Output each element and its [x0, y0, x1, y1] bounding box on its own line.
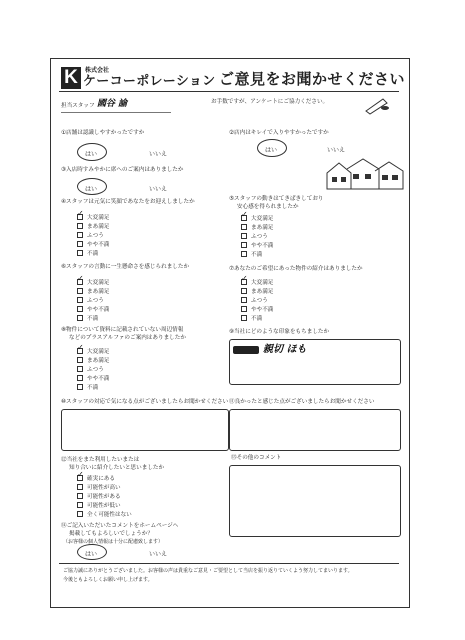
- q6-checkbox[interactable]: [77, 306, 83, 312]
- staff-underline: [61, 112, 171, 113]
- q12-option[interactable]: 可能性がある: [77, 493, 121, 501]
- q10-answer-box[interactable]: [61, 409, 229, 451]
- q6-option[interactable]: 不満: [77, 315, 98, 323]
- q7-option[interactable]: ふつう: [241, 297, 268, 305]
- q5-option[interactable]: まあ満足: [241, 224, 273, 232]
- q5-checkbox[interactable]: [241, 233, 247, 239]
- q4-option[interactable]: まあ満足: [77, 223, 109, 231]
- q5-text-line1: ⑤スタッフの動きはてきぱきしており: [229, 196, 324, 202]
- q3-selected-circle: [77, 178, 107, 195]
- page-title: ご意見をお聞かせください: [219, 70, 406, 88]
- q5-checkbox[interactable]: [241, 251, 247, 257]
- q4-option[interactable]: ✓大変満足: [77, 214, 109, 222]
- houses-illustration-icon: [325, 155, 405, 191]
- q5-option[interactable]: ✓大変満足: [241, 215, 273, 223]
- q13-text: ⑬その他のコメント: [231, 455, 282, 461]
- q8-option[interactable]: ふつう: [77, 366, 104, 374]
- survey-sheet: [50, 58, 410, 608]
- q4-option[interactable]: 不満: [77, 250, 98, 258]
- q12-checkbox[interactable]: [77, 475, 83, 481]
- q6-option[interactable]: ✓大変満足: [77, 279, 109, 287]
- q6-checkbox[interactable]: [77, 297, 83, 303]
- q5-option[interactable]: ふつう: [241, 233, 268, 241]
- staff-label: 担当スタッフ: [61, 103, 95, 109]
- q13-answer-box[interactable]: [229, 465, 401, 537]
- q2-no[interactable]: いいえ: [327, 147, 346, 154]
- q6-option[interactable]: やや不満: [77, 306, 109, 314]
- q7-checkbox[interactable]: [241, 279, 247, 285]
- q12-option[interactable]: 全く可能性はない: [77, 511, 132, 519]
- q6-option[interactable]: ふつう: [77, 297, 104, 305]
- q4-checkbox[interactable]: [77, 241, 83, 247]
- company-prefix: 株式会社: [85, 67, 110, 74]
- q12-text-line1: ⑫当社をまた利用したいまたは: [61, 457, 140, 463]
- q14-note: （お客様の個人情報は十分に配慮致します）: [63, 539, 164, 545]
- q8-checkbox[interactable]: [77, 384, 83, 390]
- q3-yes[interactable]: はい: [85, 186, 98, 193]
- footer-divider: [59, 563, 399, 564]
- q14-no[interactable]: いいえ: [149, 551, 168, 558]
- q1-selected-circle: [77, 143, 107, 161]
- footer-closing: 今後ともよろしくお願い申し上げます。: [63, 577, 153, 583]
- scribble-mark: [233, 346, 259, 354]
- company-name: ケーコーポレーション: [83, 74, 216, 89]
- q7-option[interactable]: やや不満: [241, 306, 273, 314]
- q7-checkbox[interactable]: [241, 306, 247, 312]
- q8-option[interactable]: 不満: [77, 384, 98, 392]
- q14-text-line1: ⑭ご記入いただいたコメントをホームページへ: [61, 523, 179, 529]
- q1-yes[interactable]: はい: [85, 151, 98, 158]
- q12-checkbox[interactable]: [77, 493, 83, 499]
- q2-selected-circle: [257, 139, 287, 157]
- q8-checkbox[interactable]: [77, 366, 83, 372]
- q4-checkbox[interactable]: [77, 232, 83, 238]
- q7-checkbox[interactable]: [241, 288, 247, 294]
- q4-checkbox[interactable]: [77, 214, 83, 220]
- q10-text: ⑩スタッフの対応で気になる点がございましたらお聞かせください: [61, 399, 229, 405]
- q14-yes[interactable]: はい: [85, 551, 98, 558]
- q5-option[interactable]: 不満: [241, 251, 262, 259]
- q3-no[interactable]: いいえ: [149, 186, 168, 193]
- q2-yes[interactable]: はい: [265, 147, 278, 154]
- q7-text: ⑦あなたのご希望にあった物件の紹介はありましたか: [229, 266, 363, 272]
- q4-text: ④スタッフは元気に笑顔であなたをお迎えしましたか: [61, 199, 195, 205]
- q12-option[interactable]: ✓確実にある: [77, 475, 115, 483]
- q8-text-line1: ⑧物件について資料に記載されていない周辺情報: [61, 327, 184, 333]
- q12-checkbox[interactable]: [77, 511, 83, 517]
- q12-option[interactable]: 可能性が低い: [77, 502, 121, 510]
- header-divider: [59, 91, 399, 92]
- q5-text-line2: 安心感を得られましたか: [237, 204, 299, 210]
- q8-option[interactable]: やや不満: [77, 375, 109, 383]
- q5-checkbox[interactable]: [241, 215, 247, 221]
- q7-checkbox[interactable]: [241, 315, 247, 321]
- q6-checkbox[interactable]: [77, 279, 83, 285]
- q8-text-line2: などのプラスアルファのご案内はありましたか: [69, 335, 186, 341]
- company-logo: K: [61, 67, 81, 89]
- q9-answer: 親切 ほも: [263, 344, 307, 355]
- q8-option[interactable]: ✓大変満足: [77, 348, 109, 356]
- q12-checkbox[interactable]: [77, 502, 83, 508]
- q5-checkbox[interactable]: [241, 242, 247, 248]
- q7-option[interactable]: ✓大変満足: [241, 279, 273, 287]
- q4-checkbox[interactable]: [77, 250, 83, 256]
- q7-option[interactable]: 不満: [241, 315, 262, 323]
- q3-text: ③入店時すみやかに席へのご案内はありましたか: [61, 167, 184, 173]
- q8-option[interactable]: まあ満足: [77, 357, 109, 365]
- footer-thanks: ご協力誠にありがとうございました。お客様の声は貴重なご意見・ご要望として当店を振り返りていくよう努力してまいります。: [63, 568, 353, 574]
- q6-checkbox[interactable]: [77, 315, 83, 321]
- q6-option[interactable]: まあ満足: [77, 288, 109, 296]
- q14-selected-circle: [77, 544, 107, 560]
- q1-text: ①店舗は認識しやすかったですか: [61, 130, 145, 136]
- q6-text: ⑥スタッフの言動に一生懸命さを感じられましたか: [61, 264, 190, 270]
- q4-option[interactable]: やや不満: [77, 241, 109, 249]
- q11-answer-box[interactable]: [229, 409, 401, 451]
- survey-subtitle: お手数ですが、アンケートにご協力ください。: [211, 99, 329, 105]
- q7-checkbox[interactable]: [241, 297, 247, 303]
- q5-option[interactable]: やや不満: [241, 242, 273, 250]
- q11-text: ⑪良かったと感じた点がございましたらお聞かせください: [229, 399, 375, 405]
- q8-checkbox[interactable]: [77, 375, 83, 381]
- q4-checkbox[interactable]: [77, 223, 83, 229]
- q6-checkbox[interactable]: [77, 288, 83, 294]
- q2-text: ②店内はキレイで入りやすかったですか: [229, 130, 329, 136]
- q5-checkbox[interactable]: [241, 224, 247, 230]
- q12-option[interactable]: 可能性が高い: [77, 484, 121, 492]
- q1-no[interactable]: いいえ: [149, 151, 168, 158]
- q8-checkbox[interactable]: [77, 348, 83, 354]
- q4-option[interactable]: ふつう: [77, 232, 104, 240]
- q7-option[interactable]: まあ満足: [241, 288, 273, 296]
- pen-icon: [363, 95, 391, 115]
- staff-name: 國谷 諭: [97, 99, 128, 109]
- q14-text-line2: 掲載してもよろしいでしょうか？: [69, 531, 153, 537]
- q9-text: ⑨当社にどのような印象をもちましたか: [229, 329, 330, 335]
- q12-checkbox[interactable]: [77, 484, 83, 490]
- q8-checkbox[interactable]: [77, 357, 83, 363]
- q12-text-line2: 知り合いに紹介したいと思いましたか: [69, 465, 165, 471]
